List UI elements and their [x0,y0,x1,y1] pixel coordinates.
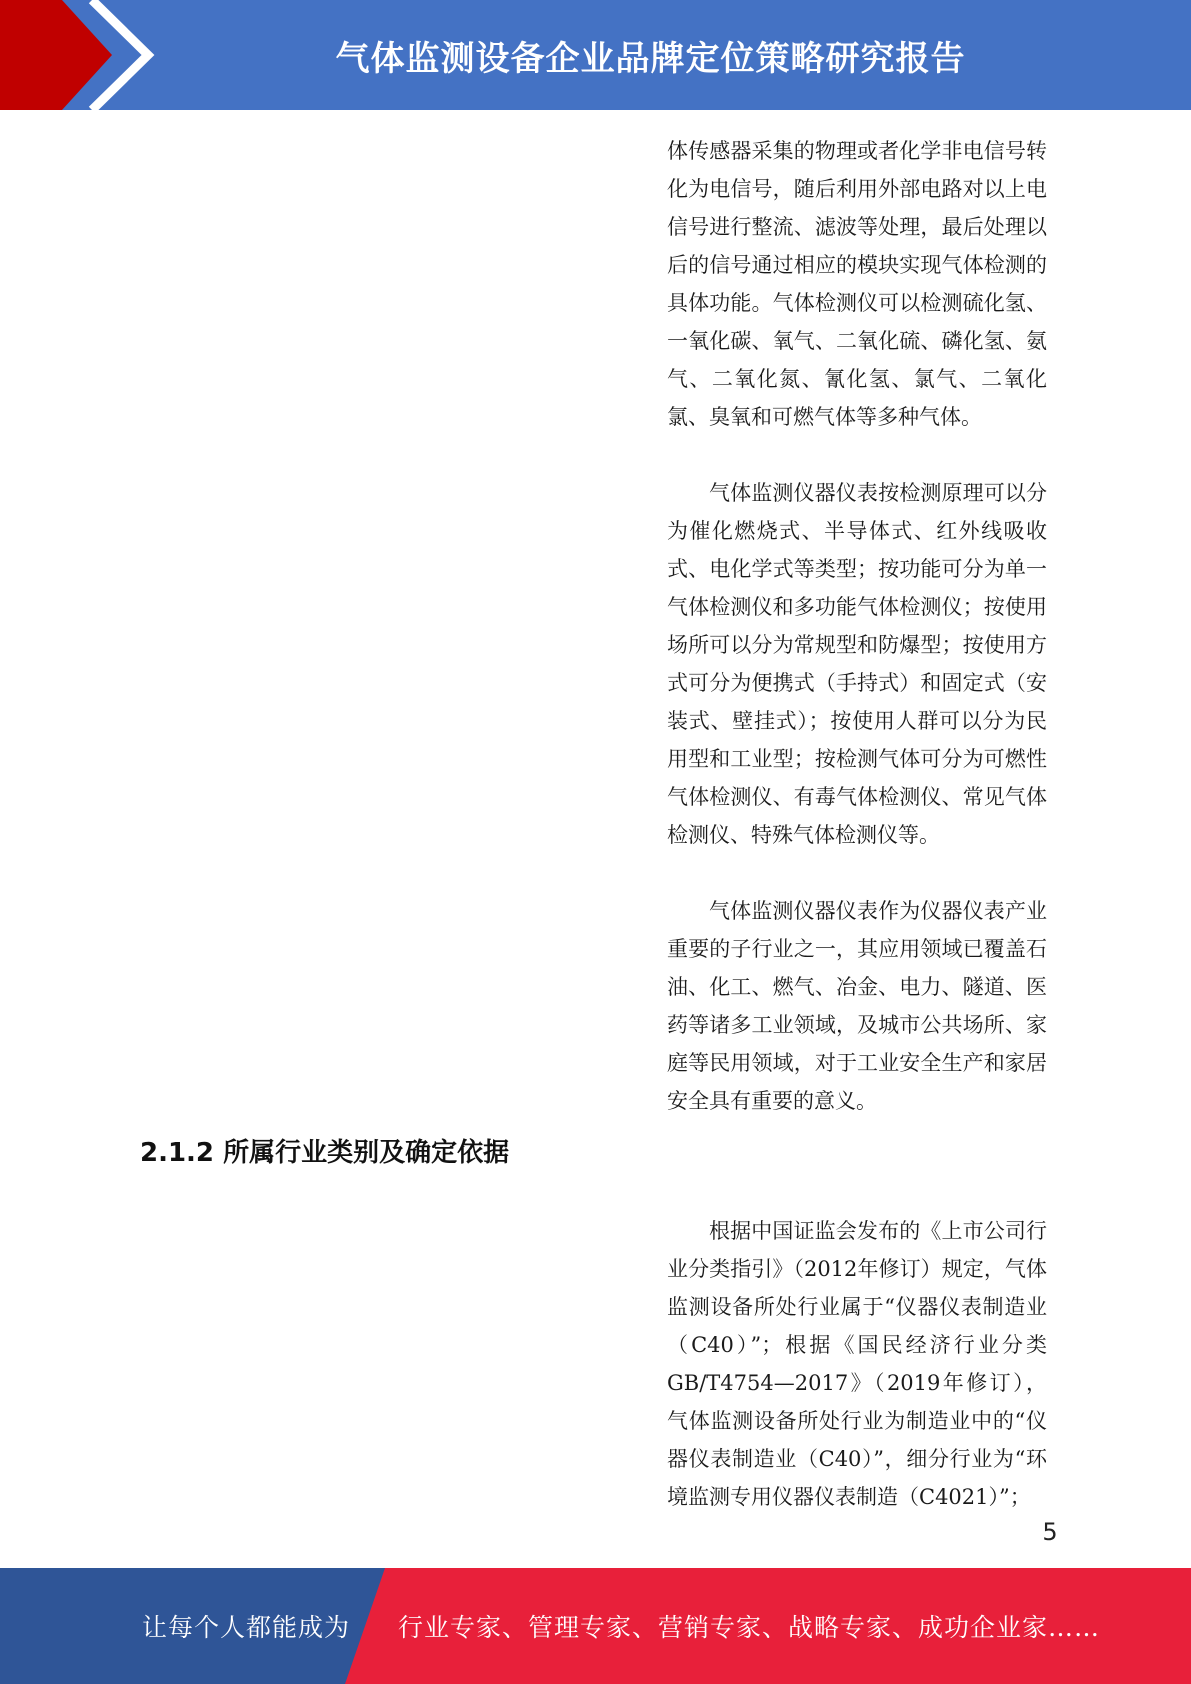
page-number: 5 [1042,1518,1058,1546]
footer-slogan-left: 让每个人都能成为 [142,1613,351,1642]
page-header [0,0,1191,110]
section-heading: 2.1.2 所属行业类别及确定依据 [140,1138,510,1168]
paragraph-continuation: 体传感器采集的物理或者化学非电信号转化为电信号，随后利用外部电路对以上电信号进行整流、滤波等处理，最后处理以后的信号通过相应的模块实现气体检测的具体功能。气体检测仪可以检测硫化氢、一氧化碳、氧气、二氧化硫、磷化氢、氨气、二氧化氮、氰化氢、氯气、二氧化氯、臭氧和可燃气体等多种气体。 [667,139,1047,429]
body-column-top [667,132,1047,1120]
report-title: 气体监测设备企业品牌定位策略研究报告 [335,38,966,79]
header-red-shape [0,0,112,110]
page-footer [0,1568,1191,1684]
header-chevron-decoration [0,0,160,110]
paragraph-industry-category: 根据中国证监会发布的《上市公司行业分类指引》（2012年修订）规定，气体监测设备所处行业属于“仪器仪表制造业（C40）”；根据《国民经济行业分类GB/T4754—2017》（2019年修订），气体监测设备所处行业为制造业中的“仪器仪表制造业（C40）”，细分行业为“环境监测专用仪器仪表制造（C4021）”； [667,1219,1047,1509]
paragraph-applications: 气体监测仪器仪表作为仪器仪表产业重要的子行业之一，其应用领域已覆盖石油、化工、燃气、冶金、电力、隧道、医药等诸多工业领域，及城市公共场所、家庭等民用领域，对于工业安全生产和家居安全具有重要的意义。 [667,899,1047,1113]
paragraph-classification: 气体监测仪器仪表按检测原理可以分为催化燃烧式、半导体式、红外线吸收式、电化学式等类型；按功能可分为单一气体检测仪和多功能气体检测仪；按使用场所可以分为常规型和防爆型；按使用方式可分为便携式（手持式）和固定式（安装式、壁挂式）；按使用人群可以分为民用型和工业型；按检测气体可分为可燃性气体检测仪、有毒气体检测仪、常见气体检测仪、特殊气体检测仪等。 [667,481,1047,847]
footer-slogan-right: 行业专家、管理专家、营销专家、战略专家、成功企业家…… [398,1613,1101,1642]
body-column-bottom [667,1212,1047,1516]
